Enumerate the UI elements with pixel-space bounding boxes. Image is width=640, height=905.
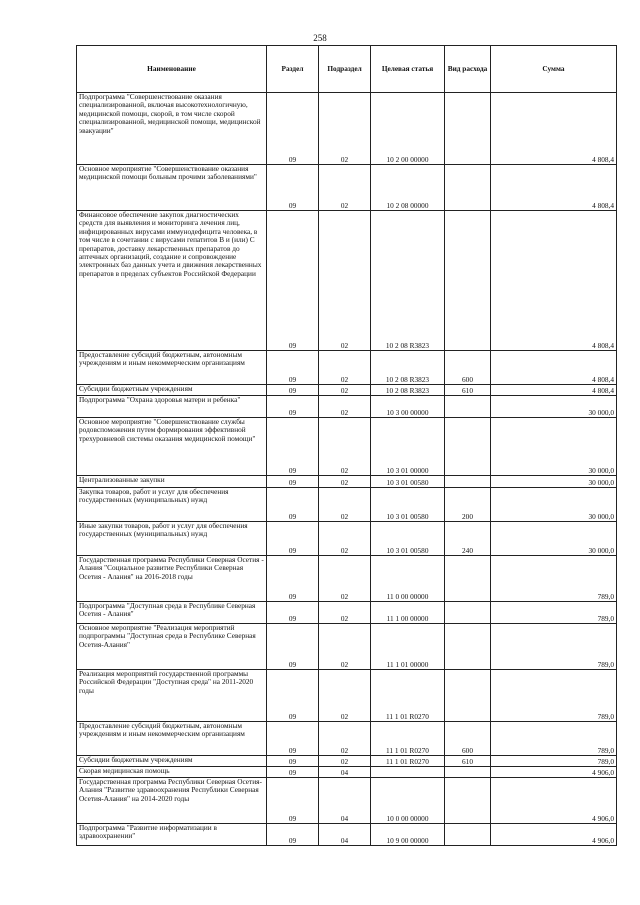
row-expense-type [445,396,491,418]
row-section: 09 [267,556,319,602]
row-section: 09 [267,396,319,418]
row-subsection: 02 [319,396,371,418]
row-section: 09 [267,778,319,824]
row-target: 11 0 00 00000 [371,556,445,602]
row-amount: 789,0 [491,556,617,602]
row-target: 10 2 00 00000 [371,93,445,165]
row-section: 09 [267,722,319,756]
row-name: Предоставление субсидий бюджетным, автономным учреждениям и иным некоммерческим организациям [77,351,267,385]
row-expense-type [445,624,491,670]
row-subsection: 04 [319,767,371,778]
row-section: 09 [267,476,319,488]
table-row [77,211,617,351]
row-target: 10 2 08 00000 [371,165,445,211]
row-subsection: 02 [319,211,371,351]
row-subsection: 02 [319,93,371,165]
row-amount: 30 000,0 [491,418,617,476]
row-section: 09 [267,488,319,522]
row-name: Государственная программа Республики Северная Осетия-Алания "Развитие здравоохранения Республики Северная Осетия-Алания" на 2014-2020 годы [77,778,267,824]
table-row [77,165,617,211]
row-amount: 30 000,0 [491,522,617,556]
row-expense-type [445,165,491,211]
row-target: 10 2 08 R3823 [371,385,445,396]
table-row [77,624,617,670]
row-expense-type: 240 [445,522,491,556]
row-name: Основное мероприятие "Реализация мероприятий подпрограммы "Доступная среда в Республике Северная Осетия-Алания" [77,624,267,670]
row-section: 09 [267,602,319,624]
row-expense-type [445,418,491,476]
row-expense-type: 610 [445,385,491,396]
row-name: Финансовое обеспечение закупок диагностических средств для выявления и мониторинга лечения лиц, инфицированных вирусами иммунодефицита человека, в том числе в сочетании с вирусами гепатитов В и (или) С препаратов, доставку лекарственных препаратов до аптечных организаций, создание и сопровождение электронных баз данных учета и движения лекарственных препаратов в пределах субъектов Российской Федерации [77,211,267,351]
row-subsection: 02 [319,670,371,722]
row-expense-type [445,670,491,722]
row-name: Субсидии бюджетным учреждениям [77,756,267,767]
table-row [77,418,617,476]
row-expense-type [445,93,491,165]
budget-table [76,45,617,846]
row-name: Подпрограмма "Охрана здоровья матери и ребенка" [77,396,267,418]
row-name: Предоставление субсидий бюджетным, автономным учреждениям и иным некоммерческим организациям [77,722,267,756]
row-expense-type: 610 [445,756,491,767]
row-section: 09 [267,756,319,767]
table-row [77,756,617,767]
row-amount: 4 906,0 [491,824,617,846]
row-amount: 30 000,0 [491,488,617,522]
table-row [77,722,617,756]
row-target: 10 3 00 00000 [371,396,445,418]
row-amount: 30 000,0 [491,476,617,488]
row-name: Централизованные закупки [77,476,267,488]
row-section: 09 [267,670,319,722]
row-subsection: 02 [319,722,371,756]
row-name: Скорая медицинская помощь [77,767,267,778]
row-amount: 30 000,0 [491,396,617,418]
page-number: 258 [313,33,327,43]
header-amount: Сумма [491,46,617,93]
row-subsection: 02 [319,756,371,767]
row-target: 11 1 01 00000 [371,624,445,670]
row-target: 11 1 01 R0270 [371,756,445,767]
row-name: Государственная программа Республики Северная Осетия - Алания "Социальное развитие Республики Северная Осетия - Алания" на 2016-2018 годы [77,556,267,602]
table-row [77,767,617,778]
row-target [371,767,445,778]
row-expense-type: 200 [445,488,491,522]
row-expense-type [445,476,491,488]
row-amount: 4 808,4 [491,385,617,396]
row-expense-type [445,778,491,824]
row-subsection: 02 [319,556,371,602]
row-target: 10 2 08 R3823 [371,211,445,351]
row-target: 11 1 01 R0270 [371,670,445,722]
table-row [77,476,617,488]
row-expense-type [445,824,491,846]
row-name: Закупка товаров, работ и услуг для обеспечения государственных (муниципальных) нужд [77,488,267,522]
table-row [77,488,617,522]
row-amount: 4 808,4 [491,165,617,211]
row-subsection: 02 [319,476,371,488]
row-target: 10 3 01 00580 [371,488,445,522]
row-name: Подпрограмма "Развитие информатизации в здравоохранении" [77,824,267,846]
row-name: Основное мероприятие "Совершенствование оказания медицинской помощи больным прочими заболеваниями" [77,165,267,211]
header-subsection: Подраздел [319,46,371,93]
table-row [77,93,617,165]
row-target: 10 9 00 00000 [371,824,445,846]
table-row [77,396,617,418]
row-expense-type [445,602,491,624]
row-section: 09 [267,93,319,165]
row-target: 11 1 01 R0270 [371,722,445,756]
row-name: Субсидии бюджетным учреждениям [77,385,267,396]
row-amount: 4 808,4 [491,211,617,351]
table-header-row [77,46,617,93]
table-row [77,556,617,602]
table-row [77,385,617,396]
row-section: 09 [267,351,319,385]
row-subsection: 02 [319,624,371,670]
row-expense-type [445,556,491,602]
table-row [77,778,617,824]
header-target: Целевая статья [371,46,445,93]
row-amount: 4 808,4 [491,351,617,385]
row-expense-type: 600 [445,722,491,756]
row-amount: 4 906,0 [491,767,617,778]
header-name: Наименование [77,46,267,93]
row-subsection: 02 [319,522,371,556]
row-section: 09 [267,211,319,351]
row-section: 09 [267,522,319,556]
header-expense-type: Вид расхода [445,46,491,93]
table-row [77,670,617,722]
row-section: 09 [267,418,319,476]
row-subsection: 02 [319,385,371,396]
row-subsection: 02 [319,602,371,624]
row-subsection: 02 [319,165,371,211]
row-target: 10 3 01 00580 [371,522,445,556]
table-row [77,602,617,624]
row-subsection: 02 [319,488,371,522]
row-section: 09 [267,385,319,396]
header-section: Раздел [267,46,319,93]
row-amount: 789,0 [491,602,617,624]
row-section: 09 [267,824,319,846]
row-target: 10 0 00 00000 [371,778,445,824]
row-target: 10 3 01 00000 [371,418,445,476]
row-amount: 789,0 [491,670,617,722]
row-amount: 4 808,4 [491,93,617,165]
row-subsection: 04 [319,778,371,824]
row-section: 09 [267,767,319,778]
row-amount: 789,0 [491,624,617,670]
row-target: 10 2 08 R3823 [371,351,445,385]
row-amount: 4 906,0 [491,778,617,824]
row-name: Основное мероприятие "Совершенствование службы родовспоможения путем формирования эффективной трехуровневой системы оказания медицинской помощи" [77,418,267,476]
row-subsection: 02 [319,418,371,476]
row-amount: 789,0 [491,756,617,767]
row-subsection: 02 [319,351,371,385]
row-section: 09 [267,624,319,670]
table-row [77,351,617,385]
row-target: 11 1 00 00000 [371,602,445,624]
row-expense-type: 600 [445,351,491,385]
row-target: 10 3 01 00580 [371,476,445,488]
row-expense-type [445,767,491,778]
table-row [77,522,617,556]
row-name: Подпрограмма "Доступная среда в Республике Северная Осетия - Алания" [77,602,267,624]
row-name: Подпрограмма "Совершенствование оказания специализированной, включая высокотехнологичную, медицинской помощи, скорой, в том числе скорой специализированной, медицинской помощи, медицинской эвакуации" [77,93,267,165]
row-name: Иные закупки товаров, работ и услуг для обеспечения государственных (муниципальных) нужд [77,522,267,556]
row-amount: 789,0 [491,722,617,756]
row-name: Реализация мероприятий государственной программы Российской Федерации "Доступная среда" на 2011-2020 годы [77,670,267,722]
row-expense-type [445,211,491,351]
row-section: 09 [267,165,319,211]
row-subsection: 04 [319,824,371,846]
table-row [77,824,617,846]
